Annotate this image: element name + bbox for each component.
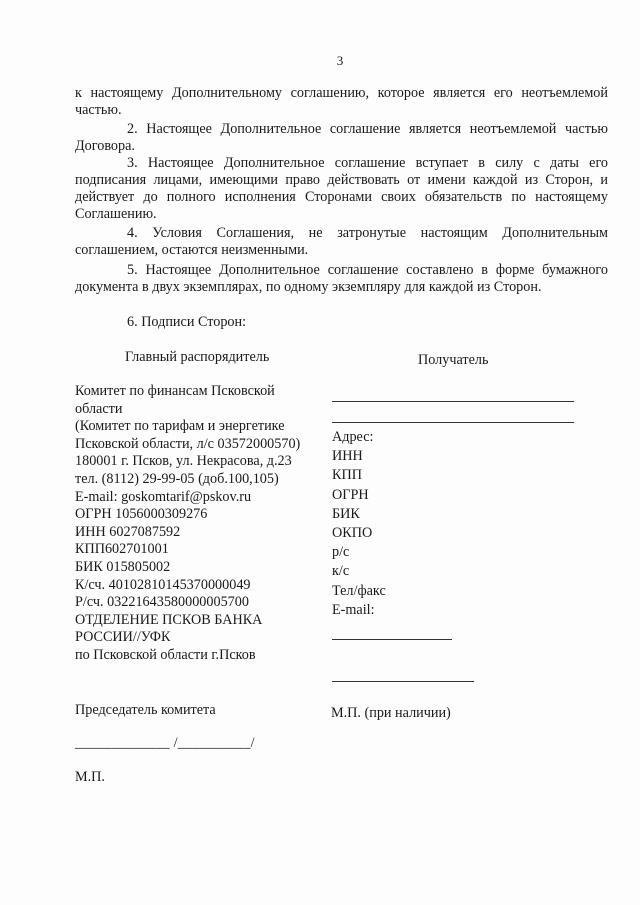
recipient-signature-line [332,639,452,640]
recipient-line: КПП [332,467,362,484]
grantor-heading: Главный распорядитель [125,349,270,365]
recipient-line: БИК [332,505,360,522]
recipient-stamp-label: М.П. (при наличии) [331,705,451,721]
grantor-line: по Псковской области г.Псков [75,646,256,663]
grantor-line: тел. (8112) 29-99-05 (доб.100,105) [75,470,279,487]
paragraph-2: 2. Настоящее Дополнительное соглашение является неотъемлемой частью Договора. [75,121,608,154]
grantor-line: РОССИИ//УФК [75,629,171,646]
grantor-line: К/сч. 40102810145370000049 [75,576,251,593]
grantor-line: КПП602701001 [75,541,169,558]
grantor-line: ОТДЕЛЕНИЕ ПСКОВ БАНКА [75,611,263,628]
page-number: 3 [336,53,344,68]
paragraph-3: 3. Настоящее Дополнительное соглашение вступает в силу с даты его подписания лицами, имеющими право действовать от имени каждой из Сторон, и действует до полного исполнения Сторонами своих обязательств по настоящему Соглашению. [75,155,608,222]
paragraph-4: 4. Условия Соглашения, не затронутые настоящим Дополнительным соглашением, остаются неизменными. [75,225,608,258]
paragraph-6-signatures: 6. Подписи Сторон: [127,314,247,330]
grantor-line: (Комитет по тарифам и энергетике [75,418,285,435]
recipient-line: E-mail: [332,601,375,618]
recipient-line: Адрес: [332,429,374,445]
grantor-line: ОГРН 1056000309276 [75,506,208,523]
recipient-signature-line [332,681,474,682]
paragraph-5: 5. Настоящее Дополнительное соглашение составлено в форме бумажного документа в двух экземплярах, по одному экземпляру для каждой из Сторон. [75,262,608,295]
grantor-details [75,383,325,665]
chairman-title: Председатель комитета [75,702,216,718]
recipient-line: к/с [332,563,350,580]
paragraph-continuation: к настоящему Дополнительному соглашению, которое является его неотъемлемой частью. [75,85,608,118]
grantor-line: Р/сч. 03221643580000005700 [75,594,249,611]
recipient-heading: Получатель [418,352,489,368]
recipient-line: ИНН [332,448,363,465]
grantor-line: БИК 015805002 [75,558,171,575]
grantor-line: ИНН 6027087592 [75,523,181,540]
grantor-line: 180001 г. Псков, ул. Некрасова, д.23 [75,453,292,470]
recipient-line: р/с [332,544,350,561]
recipient-details [332,428,562,620]
grantor-line: Комитет по финансам Псковской [75,383,275,399]
recipient-line: Тел/факс [332,582,386,599]
grantor-line: E-mail: goskomtarif@pskov.ru [75,488,252,505]
grantor-stamp-label: М.П. [75,769,105,785]
recipient-name-line-2 [332,422,574,423]
grantor-line: Псковской области, л/с 03572000570) [75,435,301,452]
recipient-line: ОКПО [332,525,373,542]
recipient-line: ОГРН [332,486,369,503]
recipient-name-line-1 [332,401,574,402]
chairman-signature-line: _____________ /__________/ [75,735,255,751]
grantor-line: области [75,400,123,417]
